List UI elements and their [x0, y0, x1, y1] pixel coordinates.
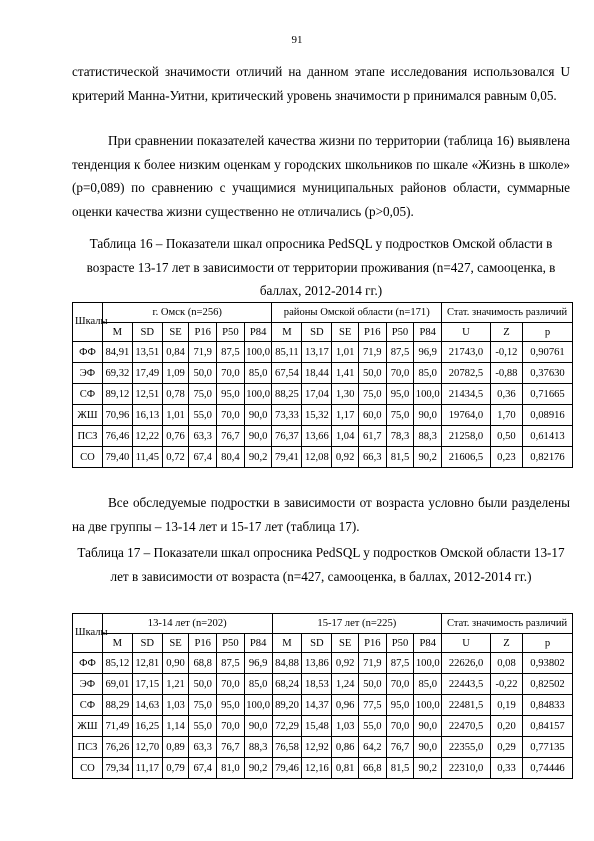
table-cell: 1,09 [162, 363, 189, 384]
paragraph-territory: При сравнении показателей качества жизни по территории (таблица 16) выявлена тенденция к более низким оценкам у городских школьников по шкале «Жизнь в школе» (p=0,089) по сравнению с учащимися муниципальных районов области, суммарные оценки качества жизни существенно не отличались (p>0,05). [72, 133, 570, 219]
table-cell: 12,70 [132, 737, 162, 758]
table-cell: 0,20 [490, 716, 522, 737]
table-cell: 85,12 [102, 653, 132, 674]
table-cell: 13,66 [302, 426, 332, 447]
table-cell: 88,3 [244, 737, 272, 758]
table-cell: 90,0 [244, 426, 272, 447]
table-cell: 90,2 [244, 447, 272, 468]
table-row [73, 447, 573, 468]
group-header-13-14: 13-14 лет (n=202) [102, 614, 272, 634]
table-row [73, 384, 573, 405]
table-cell: 0,76 [162, 426, 189, 447]
table-cell: 71,49 [102, 716, 132, 737]
table-cell: 76,26 [102, 737, 132, 758]
column-header: SE [332, 323, 359, 342]
table-cell: 90,2 [414, 758, 442, 779]
column-header: P16 [189, 634, 217, 653]
table-cell: 76,46 [102, 426, 132, 447]
paragraph-method: статистической значимости отличий на данном этапе исследования использовался U критерий Манна-Уитни, критический уровень значимости p принимался равным 0,05. [72, 64, 570, 103]
row-label: ФФ [73, 653, 103, 674]
table-cell: 1,01 [332, 342, 359, 363]
table-cell: 0,29 [490, 737, 522, 758]
table-cell: 87,5 [386, 653, 414, 674]
table-16-body [73, 342, 573, 468]
table-cell: 76,7 [386, 737, 414, 758]
table-cell: 1,30 [332, 384, 359, 405]
table-cell: 0,90 [162, 653, 189, 674]
row-label: СФ [73, 695, 103, 716]
column-header: SD [132, 323, 162, 342]
table-cell: 1,01 [162, 405, 189, 426]
table-row [73, 758, 573, 779]
table-cell: 87,5 [217, 342, 245, 363]
table-cell: 13,86 [302, 653, 332, 674]
table-cell: 60,0 [358, 405, 386, 426]
column-header: P16 [358, 323, 386, 342]
table-cell: 0,82502 [523, 674, 573, 695]
row-label: ПСЗ [73, 737, 103, 758]
table-cell: 90,0 [244, 716, 272, 737]
table-cell: 95,0 [386, 695, 414, 716]
table-cell: 95,0 [217, 695, 245, 716]
scale-header: Шкалы [73, 614, 103, 653]
table-cell: 68,8 [189, 653, 217, 674]
table-cell: 100,0 [244, 342, 272, 363]
table-cell: 12,51 [132, 384, 162, 405]
table-cell: 76,7 [217, 737, 245, 758]
table-cell: 0,08 [490, 653, 522, 674]
table-cell: 1,03 [332, 716, 359, 737]
column-header: U [442, 634, 491, 653]
table-cell: 68,24 [272, 674, 302, 695]
column-header: SD [302, 634, 332, 653]
table-cell: 79,34 [102, 758, 132, 779]
table-cell: 67,4 [189, 758, 217, 779]
column-header: P84 [244, 323, 272, 342]
table-cell: 50,0 [189, 674, 217, 695]
stat-significance-header: Стат. значимость различий [442, 614, 573, 634]
table-cell: 63,3 [189, 737, 217, 758]
column-header: P84 [414, 634, 442, 653]
table-cell: 79,40 [102, 447, 132, 468]
table-cell: 88,29 [102, 695, 132, 716]
row-label: СФ [73, 384, 103, 405]
table-cell: 0,93802 [523, 653, 573, 674]
table-cell: 84,91 [102, 342, 132, 363]
column-header: SE [162, 634, 189, 653]
group-header-districts: районы Омской области (n=171) [272, 303, 442, 323]
table-cell: 0,71665 [523, 384, 573, 405]
table-cell: 21606,5 [442, 447, 491, 468]
table-cell: 22470,5 [442, 716, 491, 737]
table-cell: 0,84157 [523, 716, 573, 737]
table-16 [72, 302, 573, 468]
table-cell: 73,33 [272, 405, 302, 426]
table-cell: 0,79 [162, 758, 189, 779]
column-header: P84 [414, 323, 442, 342]
table-cell: 69,01 [102, 674, 132, 695]
table-cell: 20782,5 [442, 363, 491, 384]
table-cell: 50,0 [358, 363, 386, 384]
table-cell: 70,0 [217, 674, 245, 695]
table-cell: 61,7 [358, 426, 386, 447]
table-cell: 18,53 [302, 674, 332, 695]
column-header: M [102, 323, 132, 342]
row-label: ПСЗ [73, 426, 103, 447]
column-header: p [523, 323, 573, 342]
table-cell: 12,81 [132, 653, 162, 674]
table-cell: 0,81 [332, 758, 359, 779]
table-cell: 0,23 [490, 447, 522, 468]
row-label: ЭФ [73, 674, 103, 695]
table-cell: 85,11 [272, 342, 302, 363]
table-cell: 0,92 [332, 447, 359, 468]
table-cell: 0,92 [332, 653, 359, 674]
table-cell: 0,74446 [523, 758, 573, 779]
scale-header: Шкалы [73, 303, 103, 342]
table-cell: 70,0 [386, 674, 414, 695]
table-row [73, 716, 573, 737]
table-cell: 21434,5 [442, 384, 491, 405]
table-cell: 100,0 [414, 384, 442, 405]
table-cell: 0,08916 [523, 405, 573, 426]
table-cell: 90,0 [414, 405, 442, 426]
table-row [73, 695, 573, 716]
table-cell: 1,14 [162, 716, 189, 737]
column-header: M [272, 323, 302, 342]
table-cell: 16,25 [132, 716, 162, 737]
stat-significance-header: Стат. значимость различий [442, 303, 573, 323]
table-cell: 75,0 [386, 405, 414, 426]
table-cell: 0,86 [332, 737, 359, 758]
table-cell: 0,82176 [523, 447, 573, 468]
table-cell: 0,72 [162, 447, 189, 468]
column-header: M [272, 634, 302, 653]
table-cell: 75,0 [358, 384, 386, 405]
table-cell: 81,0 [217, 758, 245, 779]
column-header: P50 [386, 634, 414, 653]
table-cell: 71,9 [358, 653, 386, 674]
table-cell: 85,0 [244, 363, 272, 384]
table-cell: 80,4 [217, 447, 245, 468]
subheader-row [73, 634, 573, 653]
table-cell: 95,0 [386, 384, 414, 405]
table-cell: 90,2 [244, 758, 272, 779]
table-cell: 22481,5 [442, 695, 491, 716]
column-header: SE [332, 634, 359, 653]
subheader-row [73, 323, 573, 342]
table-cell: 22443,5 [442, 674, 491, 695]
table-row [73, 737, 573, 758]
table-cell: 0,19 [490, 695, 522, 716]
table-cell: 85,0 [414, 363, 442, 384]
table-row [73, 674, 573, 695]
table-cell: 100,0 [414, 653, 442, 674]
table-cell: 90,0 [244, 405, 272, 426]
table-cell: 87,5 [217, 653, 245, 674]
table-cell: 79,46 [272, 758, 302, 779]
table-cell: 70,0 [217, 405, 245, 426]
table-cell: 21258,0 [442, 426, 491, 447]
table-cell: 100,0 [414, 695, 442, 716]
table-cell: 12,22 [132, 426, 162, 447]
table-cell: 12,16 [302, 758, 332, 779]
column-header: p [523, 634, 573, 653]
table-cell: 100,0 [244, 695, 272, 716]
row-label: ЖШ [73, 716, 103, 737]
column-header: U [442, 323, 491, 342]
table-cell: 17,49 [132, 363, 162, 384]
table-cell: 81,5 [386, 447, 414, 468]
table-cell: 22626,0 [442, 653, 491, 674]
table-cell: 55,0 [358, 716, 386, 737]
column-header: P16 [358, 634, 386, 653]
table-cell: 50,0 [358, 674, 386, 695]
table-row [73, 653, 573, 674]
column-header: Z [490, 634, 522, 653]
table-cell: 88,25 [272, 384, 302, 405]
table-cell: 96,9 [244, 653, 272, 674]
row-label: ФФ [73, 342, 103, 363]
table-cell: 85,0 [244, 674, 272, 695]
table-row [73, 363, 573, 384]
table-cell: 13,17 [302, 342, 332, 363]
table-cell: 95,0 [217, 384, 245, 405]
table-cell: 15,32 [302, 405, 332, 426]
table-cell: 76,37 [272, 426, 302, 447]
table-17-body [73, 653, 573, 779]
table-cell: 0,96 [332, 695, 359, 716]
table-cell: 12,08 [302, 447, 332, 468]
table-cell: 22310,0 [442, 758, 491, 779]
table-cell: 17,15 [132, 674, 162, 695]
table-row [73, 342, 573, 363]
table-cell: 87,5 [386, 342, 414, 363]
table-cell: 0,84 [162, 342, 189, 363]
table-cell: 0,89 [162, 737, 189, 758]
table-cell: 19764,0 [442, 405, 491, 426]
column-header: SD [132, 634, 162, 653]
table-cell: 88,3 [414, 426, 442, 447]
table-cell: 90,2 [414, 447, 442, 468]
table-cell: 96,9 [414, 342, 442, 363]
table-row [73, 405, 573, 426]
column-header: P50 [217, 634, 245, 653]
table-cell: 17,04 [302, 384, 332, 405]
table-cell: 70,0 [386, 716, 414, 737]
table-cell: 64,2 [358, 737, 386, 758]
column-header: SD [302, 323, 332, 342]
table-cell: -0,88 [490, 363, 522, 384]
table-cell: 85,0 [414, 674, 442, 695]
table-cell: -0,22 [490, 674, 522, 695]
table-cell: 0,90761 [523, 342, 573, 363]
table-cell: 1,70 [490, 405, 522, 426]
table-cell: 76,7 [217, 426, 245, 447]
table-cell: 0,84833 [523, 695, 573, 716]
table-cell: 1,04 [332, 426, 359, 447]
column-header: SE [162, 323, 189, 342]
table-cell: 81,5 [386, 758, 414, 779]
table-cell: 63,3 [189, 426, 217, 447]
table-cell: 67,4 [189, 447, 217, 468]
table-cell: 75,0 [189, 695, 217, 716]
table-cell: 22355,0 [442, 737, 491, 758]
row-label: СО [73, 447, 103, 468]
table-cell: 84,88 [272, 653, 302, 674]
table-cell: 1,24 [332, 674, 359, 695]
table-cell: 71,9 [358, 342, 386, 363]
table-cell: 0,78 [162, 384, 189, 405]
table-cell: 13,51 [132, 342, 162, 363]
row-label: ЖШ [73, 405, 103, 426]
table-cell: 21743,0 [442, 342, 491, 363]
column-header: Z [490, 323, 522, 342]
table-cell: 100,0 [244, 384, 272, 405]
table-cell: 76,58 [272, 737, 302, 758]
table-cell: 67,54 [272, 363, 302, 384]
table-cell: 0,77135 [523, 737, 573, 758]
table-17 [72, 613, 573, 779]
table-cell: 69,32 [102, 363, 132, 384]
table-cell: 55,0 [189, 405, 217, 426]
table-cell: 90,0 [414, 737, 442, 758]
table-cell: 66,8 [358, 758, 386, 779]
table-cell: 78,3 [386, 426, 414, 447]
group-header-omsk: г. Омск (n=256) [102, 303, 272, 323]
table-17-caption: Таблица 17 – Показатели шкал опросника PedSQL у подростков Омской области 13-17 лет в зависимости от возраста (n=427, самооценка, в баллах, 2012-2014 гг.) [77, 545, 565, 584]
row-label: ЭФ [73, 363, 103, 384]
table-cell: 70,96 [102, 405, 132, 426]
table-cell: 70,0 [217, 363, 245, 384]
table-row [73, 426, 573, 447]
table-cell: 70,0 [386, 363, 414, 384]
table-cell: -0,12 [490, 342, 522, 363]
table-cell: 79,41 [272, 447, 302, 468]
table-cell: 0,33 [490, 758, 522, 779]
column-header: P84 [244, 634, 272, 653]
table-cell: 66,3 [358, 447, 386, 468]
table-cell: 89,12 [102, 384, 132, 405]
table-cell: 1,03 [162, 695, 189, 716]
group-header-15-17: 15-17 лет (n=225) [272, 614, 442, 634]
table-cell: 0,36 [490, 384, 522, 405]
table-cell: 71,9 [189, 342, 217, 363]
table-cell: 70,0 [217, 716, 245, 737]
table-cell: 16,13 [132, 405, 162, 426]
table-cell: 11,45 [132, 447, 162, 468]
table-cell: 0,50 [490, 426, 522, 447]
table-cell: 50,0 [189, 363, 217, 384]
table-cell: 75,0 [189, 384, 217, 405]
column-header: P50 [386, 323, 414, 342]
table-cell: 18,44 [302, 363, 332, 384]
table-cell: 11,17 [132, 758, 162, 779]
table-cell: 14,63 [132, 695, 162, 716]
row-label: СО [73, 758, 103, 779]
table-cell: 90,0 [414, 716, 442, 737]
column-header: P50 [217, 323, 245, 342]
table-cell: 0,61413 [523, 426, 573, 447]
column-header: M [102, 634, 132, 653]
table-cell: 1,21 [162, 674, 189, 695]
table-cell: 1,17 [332, 405, 359, 426]
table-cell: 77,5 [358, 695, 386, 716]
paragraph-age-groups: Все обследуемые подростки в зависимости от возраста условно были разделены на две группы – 13-14 лет и 15-17 лет (таблица 17). [72, 495, 570, 534]
page-number: 91 [291, 34, 303, 46]
table-cell: 89,20 [272, 695, 302, 716]
table-cell: 55,0 [189, 716, 217, 737]
table-cell: 0,37630 [523, 363, 573, 384]
column-header: P16 [189, 323, 217, 342]
table-cell: 72,29 [272, 716, 302, 737]
table-cell: 14,37 [302, 695, 332, 716]
table-cell: 1,41 [332, 363, 359, 384]
table-cell: 15,48 [302, 716, 332, 737]
table-16-caption: Таблица 16 – Показатели шкал опросника PedSQL у подростков Омской области в возрасте 13-17 лет в зависимости от территории проживания (n=427, самооценка, в баллах, 2012-2014 гг.) [86, 236, 556, 299]
table-cell: 12,92 [302, 737, 332, 758]
